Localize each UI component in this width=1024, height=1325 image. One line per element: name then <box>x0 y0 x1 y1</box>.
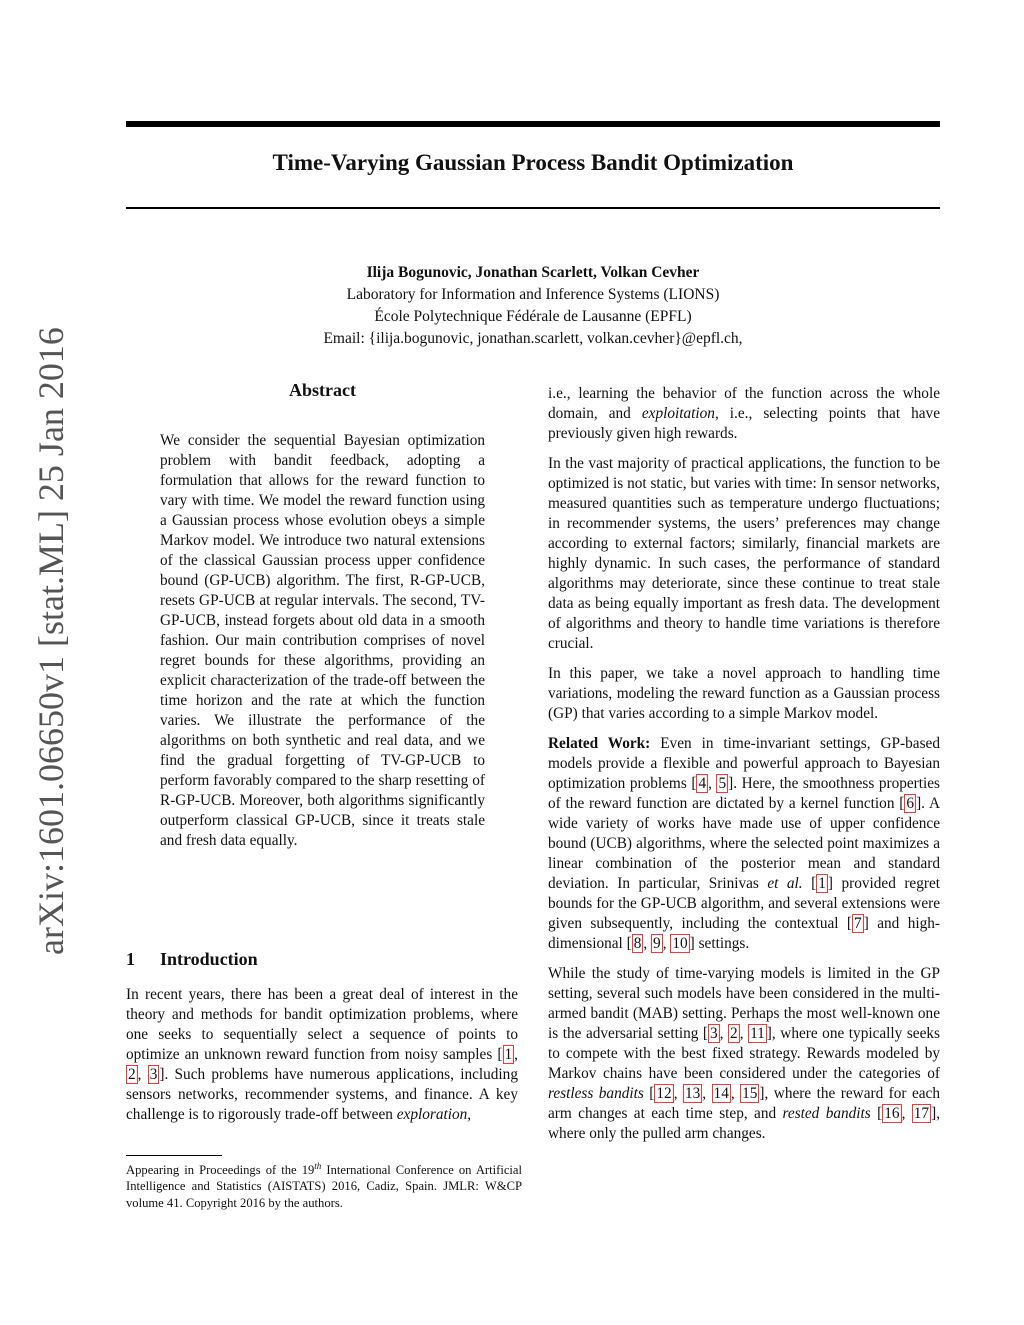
text-run: i.e., learning the behavior of the function across the whole domain, and <box>548 385 940 422</box>
text-run: , <box>467 1106 472 1123</box>
abstract-text: We consider the sequential Bayesian optimization problem with bandit feedback, adopting a formulation that allows for the reward function to vary with time. We model the reward function using a Gaussian process whose evolution obeys a simple Markov model. We introduce two natural extensions of the classical Gaussian process upper confidence bound (GP-UCB) algorithm. The first, R-GP-UCB, resets GP-UCB at regular intervals. The second, TV-GP-UCB, instead forgets about old data in a smooth fashion. Our main contribution comprises of novel regret bounds for these algorithms, providing an explicit characterization of the trade-off between the time horizon and the rate at which the function varies. We illustrate the performance of the algorithms on both synthetic and real data, and we find the gradual forgetting of TV-GP-UCB to perform favorably compared to the sharp resetting of R-GP-UCB. Moreover, both algorithms significantly outperform classical GP-UCB, since it treats stale and fresh data equally. <box>160 432 485 849</box>
citation-sep: , <box>730 1085 741 1102</box>
citation-link[interactable]: 7 <box>854 915 862 932</box>
citation-link[interactable]: 12 <box>656 1085 672 1102</box>
citation-link[interactable]: 9 <box>653 935 661 952</box>
citation-link[interactable]: 11 <box>750 1025 765 1042</box>
title-bottom-rule <box>126 207 940 209</box>
arxiv-stamp: arXiv:1601.06650v1 [stat.ML] 25 Jan 2016 <box>31 327 71 955</box>
emphasis-text: et al. <box>767 875 803 892</box>
text-run: . A wide variety of works have made use of upper confidence bound (UCB) algorithms, where the selected point maximizes a linear combination of the posterior mean and standard deviation. In particular, Srinivas <box>548 795 941 892</box>
citation-sep: , <box>514 1046 518 1063</box>
text-run: , i.e., selecting points that have previously given high rewards. <box>548 405 940 442</box>
text-run: In recent years, there has been a great deal of interest in the theory and methods for bandit optimization problems, where one seeks to sequentially select a sequence of points to optimize an unknown reward function from noisy samples <box>126 986 518 1063</box>
abstract-heading: Abstract <box>289 380 356 400</box>
citation-link[interactable]: 1 <box>818 875 826 892</box>
citation-link[interactable]: 8 <box>633 935 642 952</box>
citation-link[interactable]: 5 <box>718 775 727 792</box>
paragraph: In this paper, we take a novel approach to handling time variations, modeling the reward function as a Gaussian process (GP) that varies according to a simple Markov model. <box>548 665 940 722</box>
text-run: and high-dimensional <box>548 915 940 952</box>
paragraph: In the vast majority of practical applications, the function to be optimized is not static, but varies with time: In sensor networks, measured quantities such as temperature undergo fluctuations; in recommender systems, the users’ preferences may change according to external factors; similarly, financial markets are highly dynamic. In such cases, the performance of standard algorithms may deteriorate, since these continue to treat stale data as being equally important as fresh data. The development of algorithms and theory to handle time variations is therefore crucial. <box>548 455 940 652</box>
intro-paragraph: In recent years, there has been a great deal of interest in the theory and methods for bandit optimization problems, where one seeks to sequentially select a sequence of points to optimize an unknown reward function from noisy samples [ 1 , 2 , 3 ]. Such problems have numerous applications, including sensors networks, recommender systems, and finance. A key challenge is to rigorously trade-off between exploration, <box>126 986 518 1123</box>
text-run <box>871 1105 877 1122</box>
citation-link[interactable]: 2 <box>730 1025 738 1042</box>
citation-sep: , <box>137 1066 148 1083</box>
section-title: Introduction <box>160 949 258 969</box>
citation-sep: , <box>719 1025 729 1042</box>
section-heading-introduction <box>126 949 258 970</box>
text-run <box>803 875 811 892</box>
citation-link[interactable]: 14 <box>713 1085 729 1102</box>
emphasis-text: rested bandits <box>782 1105 871 1122</box>
text-run: settings. <box>694 935 750 952</box>
text-run: , where one typically seeks to compete with the best fixed strategy. Rewards modeled by Markov chains have been considered under the categories of <box>548 1025 940 1082</box>
paragraph-lead: Related Work: <box>548 735 651 752</box>
text-run: Appearing in Proceedings of the 19 <box>126 1163 315 1177</box>
section-number: 1 <box>126 949 135 969</box>
text-run <box>644 1085 649 1102</box>
text-run: While the study of time-varying models is limited in the GP setting, several such models have been considered in the multi-armed bandit (MAB) setting. Perhaps the most well-known one is the adversarial setting <box>548 965 940 1042</box>
citation-link[interactable]: 3 <box>710 1025 718 1042</box>
citation-link[interactable]: 13 <box>684 1085 701 1102</box>
citation-link[interactable]: 16 <box>884 1105 900 1122</box>
text-run: Even in time-invariant settings, GP-based models provide a flexible and powerful approach to Bayesian optimization problems <box>548 735 940 792</box>
emphasis-text: exploration <box>396 1106 468 1123</box>
citation-link[interactable]: 2 <box>128 1066 136 1083</box>
text-run: International Conference on Artificial Intelligence and Statistics (AISTATS) 2016, Cadiz, Spain. JMLR: W&CP volume 41. Copyright 2016 by the authors. <box>126 1163 522 1210</box>
emphasis-text: restless bandits <box>548 1085 644 1102</box>
citation-link[interactable]: 17 <box>913 1105 930 1122</box>
paragraph: While the study of time-varying models is limited in the GP setting, several such models have been considered in the multi-armed bandit (MAB) setting. Perhaps the most well-known one is the adversarial setting [ 3 , 2 , 11 ], where one typically seeks to compete with the best fixed strategy. Rewards modeled by Markov chains have been considered under the categories of restless bandits [ 12 , 13 , 14 , 15 ], where the reward for each arm changes at each time step, and rested bandits [ 16 , 17 ], where only the pulled arm changes. <box>548 965 941 1142</box>
citation-sep: , <box>901 1105 912 1122</box>
citation-link[interactable]: 1 <box>504 1046 513 1063</box>
text-run: , where the reward for each arm changes at each time step, and <box>548 1085 940 1122</box>
author-names: Ilija Bogunovic, Jonathan Scarlett, Volkan Cevher <box>366 264 700 281</box>
text-run: provided regret bounds for the GP-UCB algorithm, and several extensions were given subsequently, including the contextual <box>548 875 940 932</box>
footnote-rule <box>126 1155 222 1156</box>
citation-link[interactable]: 6 <box>906 795 915 812</box>
footnote <box>126 1162 522 1211</box>
citation-sep: , <box>702 1085 712 1102</box>
citation-link[interactable]: 3 <box>149 1066 158 1083</box>
author-email: Email: {ilija.bogunovic, jonathan.scarlett, volkan.cevher}@epfl.ch, <box>323 330 743 347</box>
text-run: . Such problems have numerous applications, including sensors networks, recommender systems, and finance. A key challenge is to rigorously trade-off between <box>126 1066 518 1123</box>
paragraph-related-work: Related Work: Even in time-invariant settings, GP-based models provide a flexible and powerful approach to Bayesian optimization problems [ 4 , 5 ]. Here, the smoothness properties of the reward function are dictated by a kernel function [ 6 ]. A wide variety of works have made use of upper confidence bound (UCB) algorithms, where the selected point maximizes a linear combination of the posterior mean and standard deviation. In particular, Srinivas et al. [ 1 ] provided regret bounds for the GP-UCB algorithm, and several extensions were given subsequently, including the contextual [ 7 ] and high-dimensional [ 8 , 9 , 10 ] settings. <box>548 735 941 952</box>
text-run: . Here, the smoothness properties of the reward function are dictated by a kernel function <box>548 775 940 812</box>
citation-sep: , <box>662 935 671 952</box>
author-block <box>126 262 940 350</box>
paper-title: Time-Varying Gaussian Process Bandit Optimization <box>272 150 794 175</box>
right-column <box>548 384 940 1154</box>
citation-link[interactable]: 4 <box>698 775 707 792</box>
citation-link[interactable]: 10 <box>672 935 688 952</box>
citation-sep: , <box>643 935 652 952</box>
affiliation-lab: Laboratory for Information and Inference Systems (LIONS) <box>346 286 720 303</box>
text-run: , where only the pulled arm changes. <box>548 1105 941 1142</box>
affiliation-school: École Polytechnique Fédérale de Lausanne (EPFL) <box>374 308 692 325</box>
citation-sep: , <box>708 775 717 792</box>
citation-link[interactable]: 15 <box>742 1085 758 1102</box>
emphasis-text: exploitation <box>641 405 715 422</box>
superscript: th <box>314 1160 322 1171</box>
citation-sep: , <box>739 1025 749 1042</box>
paragraph <box>548 384 940 444</box>
top-thick-rule <box>126 121 940 127</box>
citation-sep: , <box>673 1085 683 1102</box>
